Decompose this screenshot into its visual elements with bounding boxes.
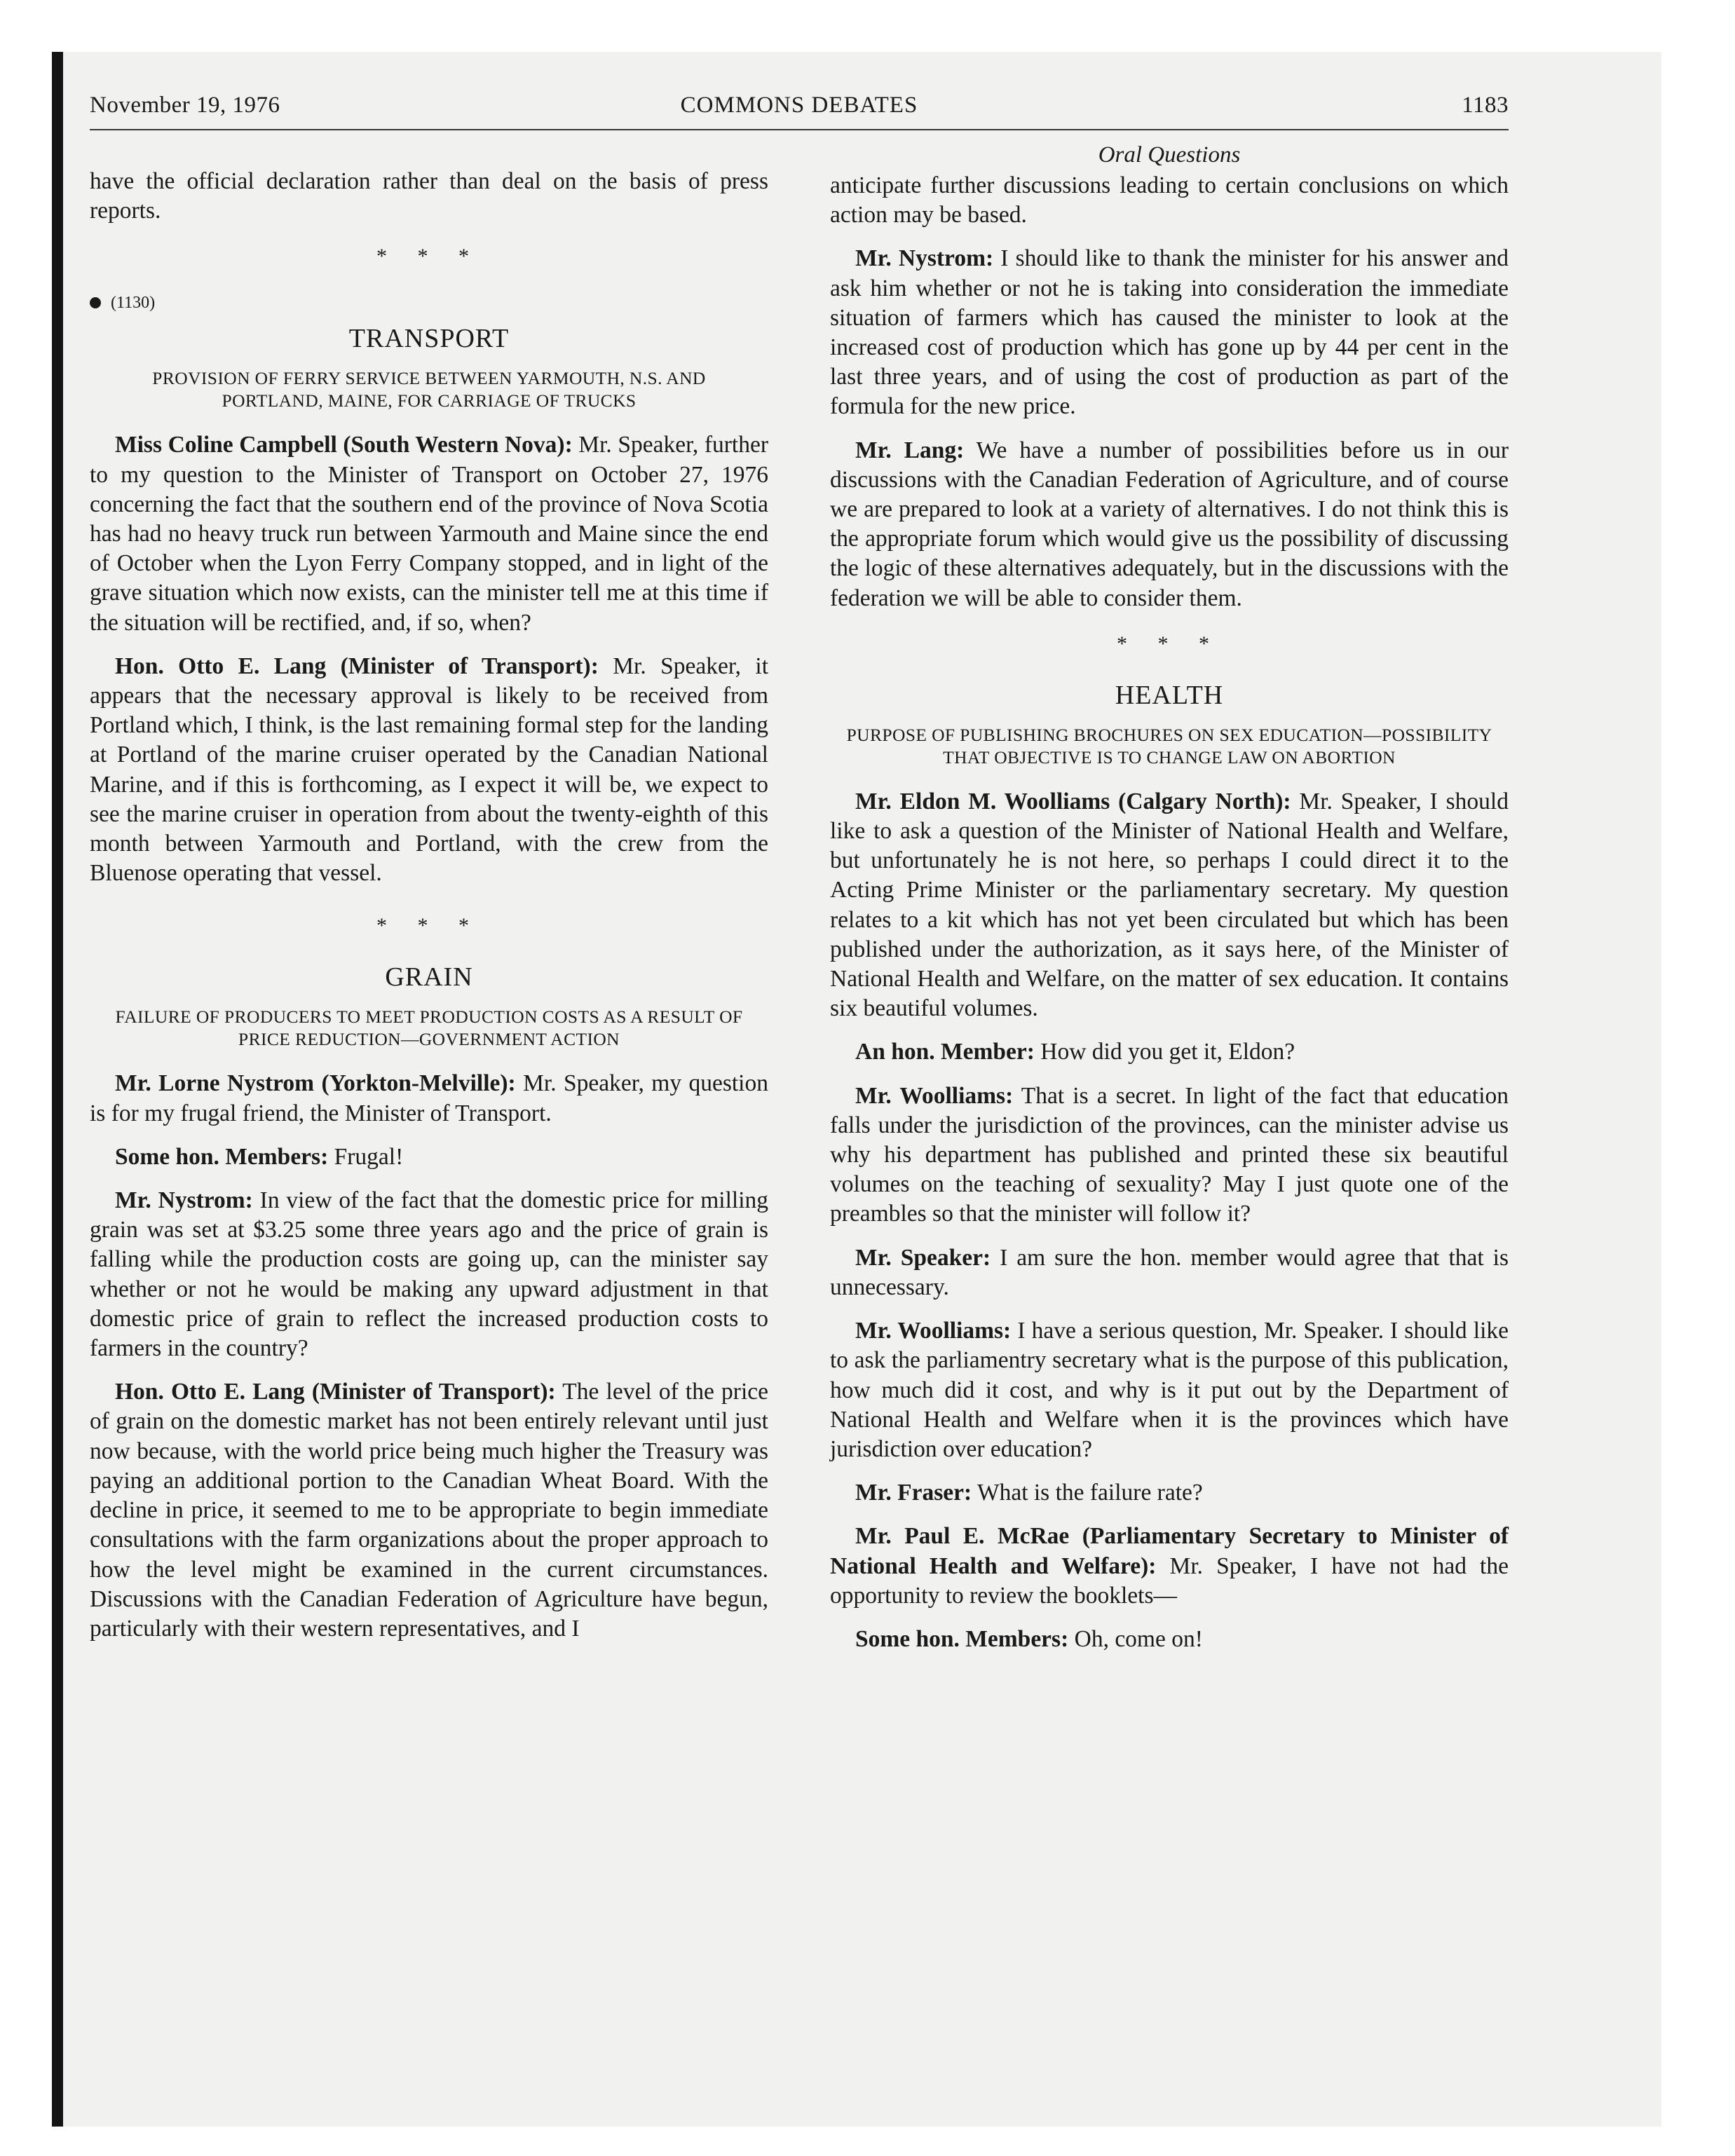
running-header	[90, 93, 1509, 128]
speaker-name: Mr. Nystrom:	[115, 1187, 253, 1214]
section-heading-health: HEALTH	[1115, 680, 1224, 710]
speech-paragraph	[90, 652, 768, 889]
continuation-paragraph: anticipate further discussions leading to certain conclusions on which action may be based.	[830, 172, 1509, 228]
speech-text: In view of the fact that the domestic price for milling grain was set at $3.25 some three years ago and the price of grain is falling while the production costs are going up, can the minister say whether or not he would be making any upward adjustment in that domestic price of grain to reflect the increased production costs to farmers in the country?	[90, 1187, 769, 1362]
header-page-number: 1183	[1462, 93, 1509, 118]
speech-text: I should like to thank the minister for his answer and ask him whether or not he is taking into consideration the immediate situation of farmers which has caused the minister to look at the increased cost of production which has gone up by 44 per cent in the last three years, and of using the cost of production as part of the formula for the new price.	[830, 245, 1509, 420]
running-kicker: Oral Questions	[1098, 142, 1241, 168]
speech-paragraph	[90, 1377, 768, 1644]
speech-text: Mr. Speaker, further to my question to the Minister of Transport on October 27, 1976 concerning the fact that the southern end of the province of Nova Scotia has had no heavy truck run between Yarmouth and Maine since the end of October when the Lyon Ferry Company stopped, and in light of the grave situation which now exists, can the minister tell me at this time if the situation will be rectified, and, if so, when?	[90, 432, 768, 636]
timestamp-marker	[90, 292, 768, 314]
speech-text: We have a number of possibilities before us in our discussions with the Canadian Federation of Agriculture, and of course we are prepared to look at a variety of alternatives. I do not think this is the appropriate forum which would give us the possibility of discussing the logic of these alternatives adequately, but in the discussions with the federation we will be able to consider them.	[830, 437, 1509, 611]
speech-paragraph	[830, 1316, 1509, 1464]
speech-paragraph	[830, 787, 1509, 1024]
subheading-ferry: PROVISION OF FERRY SERVICE BETWEEN YARMOUTH, N.S. AND PORTLAND, MAINE, FOR CARRIAGE OF TRUCKS	[152, 368, 706, 411]
speaker-name: Mr. Woolliams:	[855, 1318, 1012, 1344]
speaker-name: Mr. Lorne Nystrom (Yorkton-Melville):	[115, 1070, 516, 1097]
speech-paragraph	[830, 1243, 1509, 1302]
speech-text: Mr. Speaker, it appears that the necessary approval is likely to be received from Portland which, I think, is the last remaining formal step for the landing at Portland of the marine cruiser operated by the Canadian National Marine, and if this is forthcoming, as I expect it will be, we expect to see the marine cruiser in operation from about the twenty-eighth of this month between Yarmouth and Portland, with the crew from the Bluenose operating that vessel.	[90, 653, 769, 887]
speech-text: Frugal!	[328, 1143, 404, 1170]
speech-paragraph	[830, 244, 1509, 421]
speaker-name: An hon. Member:	[855, 1039, 1035, 1065]
header-date: November 19, 1976	[90, 93, 280, 118]
speech-text: What is the failure rate?	[972, 1480, 1203, 1506]
speaker-name: Mr. Lang:	[855, 437, 965, 463]
header-rule	[90, 129, 1509, 130]
speaker-name: Mr. Eldon M. Woolliams (Calgary North):	[855, 788, 1291, 814]
speech-paragraph	[830, 436, 1509, 613]
section-heading-grain: GRAIN	[385, 962, 473, 992]
speech-paragraph	[830, 1625, 1509, 1654]
scan-edge	[52, 52, 63, 2127]
subheading-production-costs: FAILURE OF PRODUCERS TO MEET PRODUCTION COSTS AS A RESULT OF PRICE REDUCTION—GOVERNMENT ACTION	[115, 1007, 743, 1050]
section-heading-transport: TRANSPORT	[348, 324, 510, 354]
speaker-name: Mr. Woolliams:	[855, 1082, 1014, 1109]
speech-text: How did you get it, Eldon?	[1034, 1039, 1295, 1065]
bullet-icon	[90, 297, 101, 308]
header-publication: COMMONS DEBATES	[680, 93, 918, 118]
speech-paragraph	[830, 1522, 1509, 1611]
section-separator: * * *	[376, 245, 482, 268]
speaker-name: Mr. Paul E. McRae (Parliamentary Secretary to Minister of National Health and Welfare):	[830, 1523, 1509, 1579]
speech-paragraph	[90, 1069, 768, 1128]
speech-paragraph	[90, 1186, 768, 1363]
speech-text: Oh, come on!	[1068, 1625, 1203, 1652]
speaker-name: Some hon. Members:	[115, 1143, 329, 1170]
timestamp-text: (1130)	[111, 294, 156, 313]
speech-text: I have a serious question, Mr. Speaker. I should like to ask the parliamentry secretary what is the purpose of this publication, how much did it cost, and why is it put out by the Department of National Health and Welfare when it is the provinces which have jurisdiction over education?	[830, 1318, 1509, 1462]
speaker-name: Mr. Nystrom:	[855, 245, 994, 272]
speech-paragraph	[830, 1037, 1509, 1067]
speech-text: Mr. Speaker, I have not had the opportunity to review the booklets—	[830, 1553, 1509, 1609]
speech-text: I am sure the hon. member would agree that that is unnecessary.	[830, 1244, 1509, 1300]
left-column	[90, 167, 768, 1658]
section-separator: * * *	[1117, 632, 1222, 655]
speech-paragraph	[830, 1082, 1509, 1229]
speech-paragraph	[90, 430, 768, 637]
speech-text: Mr. Speaker, I should like to ask a question of the Minister of National Health and Welfare, but unfortunately he is not here, so perhaps I could direct it to the Acting Prime Minister or the parliamentary secretary. My question relates to a kit which has not yet been circulated but which has been published under the authorization, as it says here, of the Minister of National Health and Welfare, on the matter of sex education. It contains six beautiful volumes.	[830, 788, 1509, 1022]
speaker-name: Hon. Otto E. Lang (Minister of Transport):	[115, 653, 599, 679]
speech-text: Mr. Speaker, my question is for my frugal friend, the Minister of Transport.	[90, 1070, 768, 1126]
speech-text: The level of the price of grain on the domestic market has not been entirely relevant until just now because, with the world price being much higher the Treasury was paying an additional portion to the Canadian Wheat Board. With the decline in price, it seemed to me to be appropriate to begin immediate consultations with the farm organizations about the proper approach to how the level might be examined in the current circumstances. Discussions with the Canadian Federation of Agriculture have begun, particularly with their western representatives, and I	[90, 1379, 768, 1642]
speaker-name: Miss Coline Campbell (South Western Nova):	[115, 432, 573, 458]
continuation-paragraph: have the official declaration rather than deal on the basis of press reports.	[90, 168, 768, 224]
speaker-name: Hon. Otto E. Lang (Minister of Transport):	[115, 1379, 556, 1405]
speech-text: That is a secret. In light of the fact that education falls under the jurisdiction of the provinces, can the minister advise us why his department has published and printed these six beautiful volumes on the teaching of sexuality? May I just quote one of the preambles so that the minister will follow it?	[830, 1082, 1509, 1227]
speech-paragraph	[830, 1478, 1509, 1508]
subheading-sex-education: PURPOSE OF PUBLISHING BROCHURES ON SEX EDUCATION—POSSIBILITY THAT OBJECTIVE IS TO CHANGE LAW ON ABORTION	[846, 724, 1492, 767]
speech-paragraph	[90, 1142, 768, 1172]
speaker-name: Mr. Speaker:	[855, 1244, 991, 1271]
section-separator: * * *	[376, 914, 482, 938]
speaker-name: Mr. Fraser:	[855, 1480, 972, 1506]
speaker-name: Some hon. Members:	[855, 1625, 1069, 1652]
right-column	[830, 140, 1509, 1668]
